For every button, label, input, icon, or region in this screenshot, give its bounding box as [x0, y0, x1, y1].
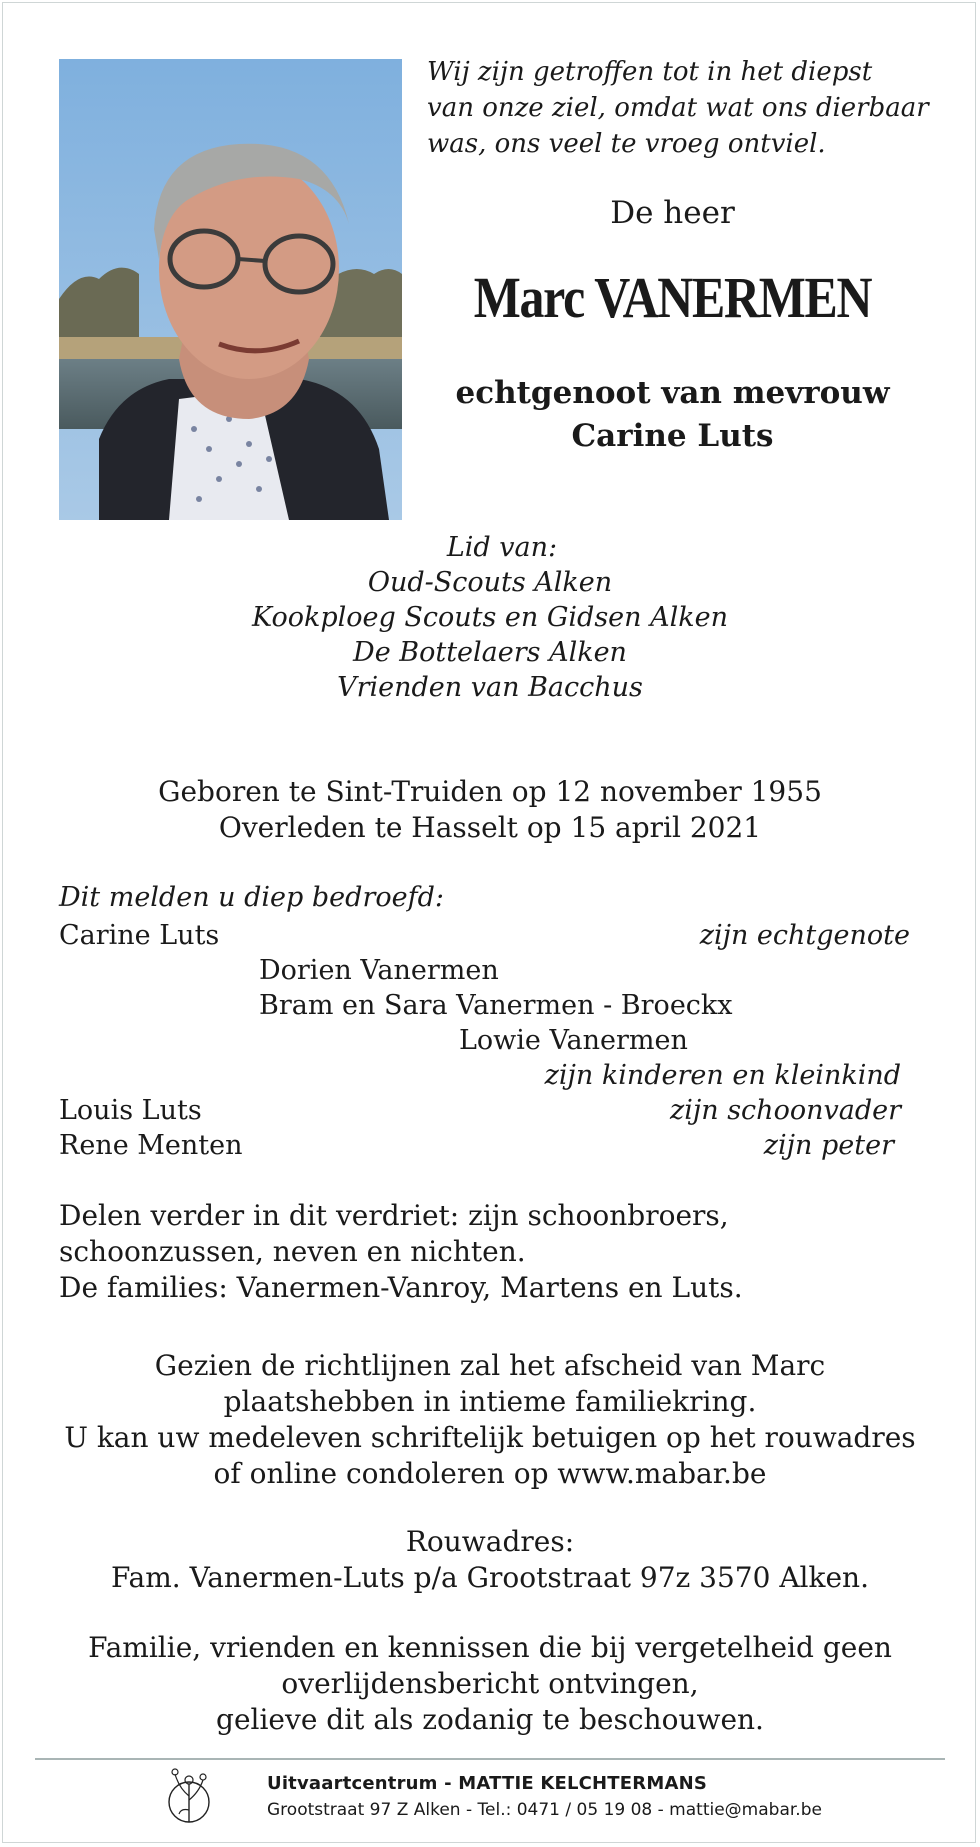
membership-heading: Lid van: [446, 532, 558, 563]
farewell-line: U kan uw medeleven schriftelijk betuigen op het rouwadres [64, 1421, 916, 1454]
closing-line: gelieve dit als zodanig te beschouwen. [216, 1703, 764, 1736]
honorific: De heer [610, 195, 735, 231]
family-line: De families: Vanermen-Vanroy, Martens en Luts. [59, 1271, 743, 1304]
closing-note [0, 1630, 980, 1738]
farewell-line: plaatshebben in intieme familiekring. [223, 1385, 757, 1418]
poem-line: van onze ziel, omdat wat ons dierbaar [427, 93, 929, 123]
portrait-photo [59, 59, 402, 520]
farewell-line: of online condoleren op www.mabar.be [213, 1457, 767, 1490]
family-line: Delen verder in dit verdriet: zijn schoonbroers, [59, 1199, 729, 1232]
life-dates [0, 774, 980, 846]
closing-line: Familie, vrienden en kennissen die bij vergetelheid geen [88, 1631, 892, 1664]
spouse-name: Carine Luts [571, 418, 774, 454]
deceased-name: Marc VANERMEN [473, 265, 872, 330]
flower-logo-icon [165, 1766, 215, 1826]
opening-poem [427, 54, 947, 162]
poem-line: was, ons veel te vroeg ontviel. [427, 129, 826, 159]
relative-name: Dorien Vanermen [259, 955, 499, 986]
club-item: Oud-Scouts Alken [367, 567, 613, 598]
birth-line: Geboren te Sint-Truiden op 12 november 1955 [158, 775, 822, 808]
funeral-home-name: Uitvaartcentrum - MATTIE KELCHTERMANS [267, 1773, 708, 1794]
farewell-notice [0, 1348, 980, 1492]
club-item: Vrienden van Bacchus [337, 672, 643, 703]
relative-name: Carine Luts [59, 920, 220, 951]
membership-list [0, 530, 980, 705]
spouse-label: echtgenoot van mevrouw [455, 375, 890, 411]
spouse-info [405, 372, 940, 458]
relative-role: zijn schoonvader [670, 1095, 901, 1126]
address-value: Fam. Vanermen-Luts p/a Grootstraat 97z 3570 Alken. [111, 1561, 869, 1594]
relative-role: zijn echtgenote [699, 920, 910, 951]
relative-role: zijn kinderen en kleinkind [544, 1060, 901, 1091]
family-line: schoonzussen, neven en nichten. [59, 1235, 526, 1268]
extended-family [59, 1198, 939, 1306]
closing-line: overlijdensbericht ontvingen, [281, 1667, 699, 1700]
death-line: Overleden te Hasselt op 15 april 2021 [218, 811, 762, 844]
club-item: De Bottelaers Alken [353, 637, 627, 668]
relative-name: Louis Luts [59, 1095, 202, 1126]
poem-line: Wij zijn getroffen tot in het diepst [427, 57, 873, 87]
funeral-home-contact: Grootstraat 97 Z Alken - Tel.: 0471 / 05 19 08 - mattie@mabar.be [267, 1800, 822, 1820]
farewell-line: Gezien de richtlijnen zal het afscheid van Marc [154, 1349, 826, 1382]
relative-role: zijn peter [763, 1130, 894, 1161]
announcement-intro: Dit melden u diep bedroefd: [59, 882, 444, 913]
mourning-address [0, 1524, 980, 1596]
club-item: Kookploeg Scouts en Gidsen Alken [252, 602, 728, 633]
relative-name: Bram en Sara Vanermen - Broeckx [259, 990, 733, 1021]
footer-divider [35, 1758, 945, 1760]
relative-name: Lowie Vanermen [459, 1025, 688, 1056]
address-label: Rouwadres: [405, 1525, 575, 1558]
relative-name: Rene Menten [59, 1130, 243, 1161]
